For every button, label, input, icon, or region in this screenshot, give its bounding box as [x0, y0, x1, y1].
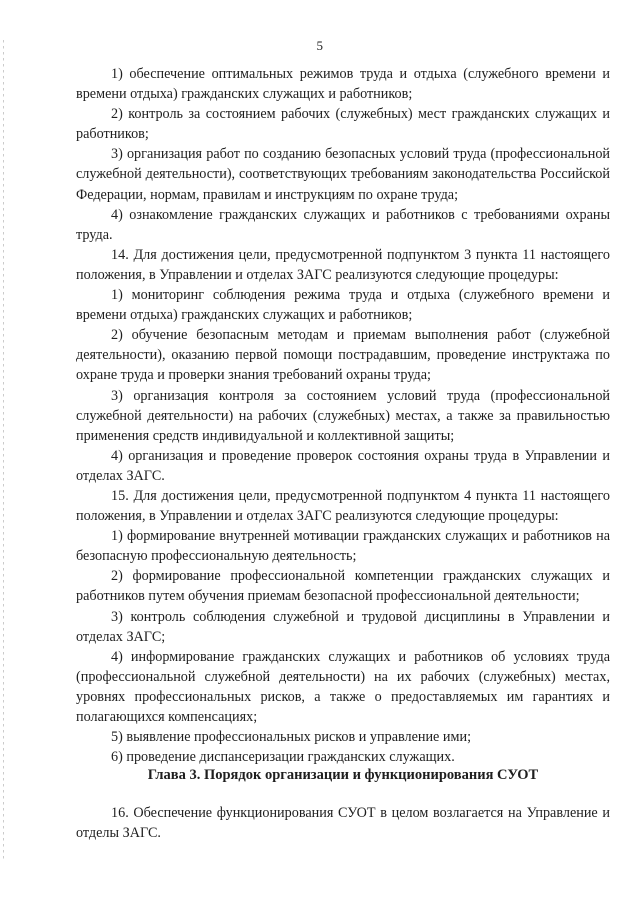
page-number: 5 — [316, 38, 324, 53]
paragraph-clause-14-item-2: 2) обучение безопасным методам и приемам выполнения работ (служебной деятельности), оказанию первой помощи пострадавшим, проведение инструктажа по охране труда и проверки знания требований охраны труда; — [76, 327, 610, 384]
paragraph-clause-15-item-1: 1) формирование внутренней мотивации гражданских служащих и работников на безопасную профессиональную деятельность; — [76, 528, 610, 565]
body-text — [76, 64, 610, 767]
paragraph-item-1: 1) обеспечение оптимальных режимов труда и отдыха (служебного времени и времени отдыха) гражданских служащих и работников; — [76, 66, 610, 103]
paragraph-clause-15-item-3: 3) контроль соблюдения служебной и трудовой дисциплины в Управлении и отделах ЗАГС; — [76, 608, 610, 645]
scan-edge-artifact — [3, 40, 4, 860]
paragraph-clause-15-item-2: 2) формирование профессиональной компетенции гражданских служащих и работников путем обучения приемам безопасной профессиональной деятельности; — [76, 568, 610, 605]
paragraph-clause-14-item-3: 3) организация контроля за состоянием условий труда (профессиональной служебной деятельности) на рабочих (служебных) местах, а также за правильностью применения средств индивидуальной и коллективной защиты; — [76, 387, 610, 444]
paragraph-item-4: 4) ознакомление гражданских служащих и работников с требованиями охраны труда. — [76, 206, 610, 243]
paragraph-clause-14-item-4: 4) организация и проведение проверок состояния охраны труда в Управлении и отделах ЗАГС. — [76, 447, 610, 484]
paragraph-item-2: 2) контроль за состоянием рабочих (служебных) мест гражданских служащих и работников; — [76, 106, 610, 143]
paragraph-clause-15-item-6: 6) проведение диспансеризации гражданских служащих. — [111, 749, 455, 766]
paragraph-clause-15: 15. Для достижения цели, предусмотренной подпунктом 4 пункта 11 настоящего положения, в Управлении и отделах ЗАГС реализуются следующие процедуры: — [76, 487, 610, 525]
paragraph-clause-16: 16. Обеспечение функционирования СУОТ в целом возлагается на Управление и отделы ЗАГС. — [76, 805, 610, 842]
paragraph-clause-15-item-5: 5) выявление профессиональных рисков и управление ими; — [111, 729, 472, 746]
paragraph-clause-14-item-1: 1) мониторинг соблюдения режима труда и отдыха (служебного времени и времени отдыха) гражданских служащих и работников; — [76, 287, 610, 324]
paragraph-item-3: 3) организация работ по созданию безопасных условий труда (профессиональной служебной деятельности), соответствующих требованиям законодательства Российской Федерации, нормам, правилам и инструкциям по охране труда; — [76, 146, 610, 203]
paragraph-clause-14: 14. Для достижения цели, предусмотренной подпунктом 3 пункта 11 настоящего положения, в Управлении и отделах ЗАГС реализуются следующие процедуры: — [76, 246, 610, 283]
paragraph-clause-15-item-4: 4) информирование гражданских служащих и работников об условиях труда (профессиональной служебной деятельности) на их рабочих (служебных) местах, уровнях профессиональных рисков, а также о предоставляемых им гарантиях и полагающихся компенсациях; — [76, 648, 610, 725]
chapter-body — [76, 803, 610, 843]
chapter-heading: Глава 3. Порядок организации и функционирования СУОТ — [147, 767, 539, 783]
